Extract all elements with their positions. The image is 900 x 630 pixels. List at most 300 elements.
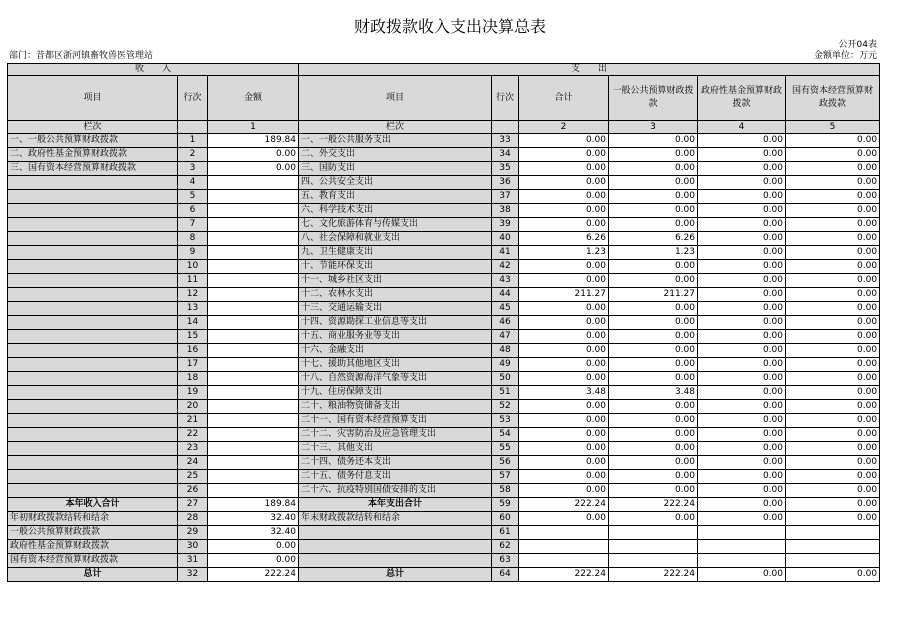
expense-item-cell: 十一、城乡社区支出 bbox=[299, 274, 492, 288]
state-capital-cell: 0.00 bbox=[786, 316, 880, 330]
expense-line-cell: 35 bbox=[492, 162, 519, 176]
table-row bbox=[8, 246, 880, 260]
expense-line-cell: 53 bbox=[492, 414, 519, 428]
income-item-cell bbox=[8, 484, 178, 498]
general-budget-cell: 0.00 bbox=[609, 400, 698, 414]
general-budget-cell: 0.00 bbox=[609, 204, 698, 218]
income-line-cell: 20 bbox=[178, 400, 208, 414]
table-row bbox=[8, 414, 880, 428]
income-item-cell bbox=[8, 456, 178, 470]
fund-budget-cell: 0.00 bbox=[698, 400, 786, 414]
expense-line-cell: 47 bbox=[492, 330, 519, 344]
income-item-cell bbox=[8, 344, 178, 358]
expense-item-cell: 总计 bbox=[299, 568, 492, 582]
income-item-cell bbox=[8, 288, 178, 302]
state-capital-header: 国有资本经营预算财政拨款 bbox=[786, 76, 880, 121]
expense-total-cell: 0.00 bbox=[519, 456, 609, 470]
income-amount-cell bbox=[208, 484, 299, 498]
expense-line-cell: 52 bbox=[492, 400, 519, 414]
expense-total-cell: 0.00 bbox=[519, 190, 609, 204]
expense-item-cell: 二十四、债务还本支出 bbox=[299, 456, 492, 470]
expense-item-cell: 二十一、国有资本经营预算支出 bbox=[299, 414, 492, 428]
fund-budget-cell: 0.00 bbox=[698, 134, 786, 148]
income-item-cell bbox=[8, 442, 178, 456]
fund-budget-cell: 0.00 bbox=[698, 246, 786, 260]
table-row bbox=[8, 386, 880, 400]
table-row bbox=[8, 190, 880, 204]
expense-item-cell: 九、卫生健康支出 bbox=[299, 246, 492, 260]
general-budget-cell: 0.00 bbox=[609, 442, 698, 456]
column-index-3: 3 bbox=[609, 121, 698, 134]
expense-total-cell: 0.00 bbox=[519, 372, 609, 386]
general-budget-cell: 0.00 bbox=[609, 316, 698, 330]
expense-total-cell: 0.00 bbox=[519, 400, 609, 414]
table-row bbox=[8, 162, 880, 176]
general-budget-cell bbox=[609, 540, 698, 554]
income-line-cell: 5 bbox=[178, 190, 208, 204]
income-item-cell bbox=[8, 176, 178, 190]
income-line-cell: 23 bbox=[178, 442, 208, 456]
table-row bbox=[8, 148, 880, 162]
expense-item-cell: 八、社会保障和就业支出 bbox=[299, 232, 492, 246]
expense-item-cell: 十八、自然资源海洋气象等支出 bbox=[299, 372, 492, 386]
income-item-header: 项目 bbox=[8, 76, 178, 121]
income-amount-cell bbox=[208, 330, 299, 344]
state-capital-cell: 0.00 bbox=[786, 470, 880, 484]
expense-total-cell bbox=[519, 554, 609, 568]
expense-total-cell: 0.00 bbox=[519, 204, 609, 218]
expense-item-cell: 一、一般公共服务支出 bbox=[299, 134, 492, 148]
expense-line-cell: 61 bbox=[492, 526, 519, 540]
table-row bbox=[8, 274, 880, 288]
income-amount-cell bbox=[208, 344, 299, 358]
state-capital-cell: 0.00 bbox=[786, 134, 880, 148]
income-amount-cell bbox=[208, 274, 299, 288]
table-row bbox=[8, 316, 880, 330]
table-row bbox=[8, 470, 880, 484]
state-capital-cell: 0.00 bbox=[786, 414, 880, 428]
income-line-cell: 3 bbox=[178, 162, 208, 176]
income-item-cell: 二、政府性基金预算财政拨款 bbox=[8, 148, 178, 162]
fund-budget-cell: 0.00 bbox=[698, 288, 786, 302]
table-row bbox=[8, 400, 880, 414]
expense-item-cell: 十六、金融支出 bbox=[299, 344, 492, 358]
expense-item-cell: 二十六、抗疫特别国债安排的支出 bbox=[299, 484, 492, 498]
expense-item-cell bbox=[299, 540, 492, 554]
fund-budget-cell: 0.00 bbox=[698, 386, 786, 400]
table-row bbox=[8, 442, 880, 456]
general-budget-cell: 3.48 bbox=[609, 386, 698, 400]
fund-budget-cell: 0.00 bbox=[698, 456, 786, 470]
expense-line-cell: 36 bbox=[492, 176, 519, 190]
state-capital-cell: 0.00 bbox=[786, 498, 880, 512]
income-item-cell: 本年收入合计 bbox=[8, 498, 178, 512]
expense-item-cell bbox=[299, 554, 492, 568]
income-group-header: 收 入 bbox=[8, 64, 299, 76]
general-budget-cell: 0.00 bbox=[609, 190, 698, 204]
expense-total-cell: 6.26 bbox=[519, 232, 609, 246]
income-item-cell bbox=[8, 428, 178, 442]
expense-line-cell: 57 bbox=[492, 470, 519, 484]
expense-item-cell: 五、教育支出 bbox=[299, 190, 492, 204]
income-amount-cell bbox=[208, 386, 299, 400]
fund-budget-cell: 0.00 bbox=[698, 442, 786, 456]
income-line-cell: 17 bbox=[178, 358, 208, 372]
income-line-cell: 7 bbox=[178, 218, 208, 232]
income-line-cell: 11 bbox=[178, 274, 208, 288]
department-label: 部门：昔都区浙河镇畜牧兽医管理站 bbox=[9, 51, 154, 61]
unit-label: 金额单位：万元 bbox=[813, 51, 877, 61]
fund-budget-cell: 0.00 bbox=[698, 274, 786, 288]
income-line-header: 行次 bbox=[178, 76, 208, 121]
expense-item-cell: 十五、商业服务业等支出 bbox=[299, 330, 492, 344]
expense-line-cell: 39 bbox=[492, 218, 519, 232]
general-budget-cell: 0.00 bbox=[609, 330, 698, 344]
table-row bbox=[8, 260, 880, 274]
income-line-cell: 30 bbox=[178, 540, 208, 554]
state-capital-cell: 0.00 bbox=[786, 190, 880, 204]
expense-line-cell: 63 bbox=[492, 554, 519, 568]
income-item-cell bbox=[8, 470, 178, 484]
fund-budget-cell: 0.00 bbox=[698, 232, 786, 246]
table-row bbox=[8, 330, 880, 344]
table-row bbox=[8, 288, 880, 302]
expense-total-cell: 0.00 bbox=[519, 344, 609, 358]
income-line-cell: 14 bbox=[178, 316, 208, 330]
expense-total-header: 合计 bbox=[519, 76, 609, 121]
expense-line-cell: 43 bbox=[492, 274, 519, 288]
expense-item-cell: 四、公共安全支出 bbox=[299, 176, 492, 190]
general-budget-cell bbox=[609, 554, 698, 568]
income-amount-cell: 0.00 bbox=[208, 540, 299, 554]
income-line-cell: 29 bbox=[178, 526, 208, 540]
income-line-cell: 9 bbox=[178, 246, 208, 260]
general-budget-cell: 0.00 bbox=[609, 372, 698, 386]
general-budget-cell: 0.00 bbox=[609, 512, 698, 526]
fund-budget-cell: 0.00 bbox=[698, 260, 786, 274]
table-row bbox=[8, 344, 880, 358]
column-index-4: 4 bbox=[698, 121, 786, 134]
expense-total-cell: 222.24 bbox=[519, 568, 609, 582]
state-capital-cell: 0.00 bbox=[786, 176, 880, 190]
expense-total-cell: 0.00 bbox=[519, 218, 609, 232]
expense-item-cell: 二、外交支出 bbox=[299, 148, 492, 162]
income-item-cell: 总计 bbox=[8, 568, 178, 582]
expense-total-cell: 222.24 bbox=[519, 498, 609, 512]
income-amount-cell: 0.00 bbox=[208, 162, 299, 176]
expense-line-cell: 51 bbox=[492, 386, 519, 400]
expense-item-cell bbox=[299, 526, 492, 540]
table-row bbox=[8, 218, 880, 232]
state-capital-cell: 0.00 bbox=[786, 288, 880, 302]
table-row bbox=[8, 498, 880, 512]
state-capital-cell: 0.00 bbox=[786, 358, 880, 372]
table-row bbox=[8, 568, 880, 582]
table-row bbox=[8, 302, 880, 316]
column-index-label-expense: 栏次 bbox=[299, 121, 492, 134]
table-row bbox=[8, 204, 880, 218]
general-budget-cell: 0.00 bbox=[609, 358, 698, 372]
income-line-cell: 21 bbox=[178, 414, 208, 428]
fund-budget-cell: 0.00 bbox=[698, 204, 786, 218]
state-capital-cell: 0.00 bbox=[786, 400, 880, 414]
income-item-cell bbox=[8, 330, 178, 344]
income-line-cell: 18 bbox=[178, 372, 208, 386]
expense-item-cell: 年末财政拨款结转和结余 bbox=[299, 512, 492, 526]
income-line-cell: 13 bbox=[178, 302, 208, 316]
expense-item-cell: 十九、住房保障支出 bbox=[299, 386, 492, 400]
expense-item-cell: 二十、粮油物资储备支出 bbox=[299, 400, 492, 414]
fund-budget-cell bbox=[698, 554, 786, 568]
expense-item-cell: 六、科学技术支出 bbox=[299, 204, 492, 218]
general-budget-cell: 0.00 bbox=[609, 218, 698, 232]
expense-line-cell: 44 bbox=[492, 288, 519, 302]
general-budget-cell: 0.00 bbox=[609, 302, 698, 316]
income-amount-cell bbox=[208, 400, 299, 414]
income-item-cell bbox=[8, 302, 178, 316]
general-budget-cell: 6.26 bbox=[609, 232, 698, 246]
fund-budget-cell: 0.00 bbox=[698, 316, 786, 330]
fund-budget-cell: 0.00 bbox=[698, 414, 786, 428]
general-budget-cell: 211.27 bbox=[609, 288, 698, 302]
column-index-label: 栏次 bbox=[8, 121, 178, 134]
fund-budget-cell: 0.00 bbox=[698, 148, 786, 162]
income-item-cell bbox=[8, 386, 178, 400]
income-item-cell bbox=[8, 316, 178, 330]
state-capital-cell: 0.00 bbox=[786, 204, 880, 218]
general-budget-cell: 222.24 bbox=[609, 568, 698, 582]
column-index-5: 5 bbox=[786, 121, 880, 134]
income-line-cell: 8 bbox=[178, 232, 208, 246]
table-row bbox=[8, 456, 880, 470]
fund-budget-cell bbox=[698, 540, 786, 554]
state-capital-cell: 0.00 bbox=[786, 344, 880, 358]
income-amount-cell: 32.40 bbox=[208, 512, 299, 526]
income-item-cell bbox=[8, 358, 178, 372]
expense-item-cell: 二十三、其他支出 bbox=[299, 442, 492, 456]
income-item-cell bbox=[8, 232, 178, 246]
fund-budget-cell: 0.00 bbox=[698, 428, 786, 442]
expense-line-cell: 49 bbox=[492, 358, 519, 372]
expense-total-cell bbox=[519, 526, 609, 540]
fund-budget-cell: 0.00 bbox=[698, 190, 786, 204]
state-capital-cell: 0.00 bbox=[786, 218, 880, 232]
expense-total-cell: 0.00 bbox=[519, 176, 609, 190]
fund-budget-cell: 0.00 bbox=[698, 162, 786, 176]
general-budget-cell: 0.00 bbox=[609, 484, 698, 498]
state-capital-cell: 0.00 bbox=[786, 386, 880, 400]
income-line-cell: 16 bbox=[178, 344, 208, 358]
general-budget-cell: 0.00 bbox=[609, 274, 698, 288]
general-budget-cell: 0.00 bbox=[609, 134, 698, 148]
income-item-cell: 三、国有资本经营预算财政拨款 bbox=[8, 162, 178, 176]
expense-total-cell: 0.00 bbox=[519, 414, 609, 428]
income-item-cell: 国有资本经营预算财政拨款 bbox=[8, 554, 178, 568]
state-capital-cell: 0.00 bbox=[786, 274, 880, 288]
expense-total-cell: 0.00 bbox=[519, 442, 609, 456]
general-budget-cell: 0.00 bbox=[609, 162, 698, 176]
income-line-cell: 22 bbox=[178, 428, 208, 442]
income-line-cell: 12 bbox=[178, 288, 208, 302]
income-amount-cell bbox=[208, 288, 299, 302]
expense-total-cell: 0.00 bbox=[519, 162, 609, 176]
column-index-blank bbox=[178, 121, 208, 134]
income-amount-cell bbox=[208, 204, 299, 218]
fund-budget-cell: 0.00 bbox=[698, 218, 786, 232]
expense-line-cell: 45 bbox=[492, 302, 519, 316]
income-line-cell: 24 bbox=[178, 456, 208, 470]
table-row bbox=[8, 540, 880, 554]
income-item-cell bbox=[8, 246, 178, 260]
table-row bbox=[8, 232, 880, 246]
expense-line-cell: 33 bbox=[492, 134, 519, 148]
expense-total-cell: 0.00 bbox=[519, 484, 609, 498]
expense-line-cell: 60 bbox=[492, 512, 519, 526]
income-amount-cell: 189.84 bbox=[208, 134, 299, 148]
income-amount-cell bbox=[208, 260, 299, 274]
income-line-cell: 6 bbox=[178, 204, 208, 218]
income-amount-cell: 0.00 bbox=[208, 148, 299, 162]
expense-item-cell: 二十二、灾害防治及应急管理支出 bbox=[299, 428, 492, 442]
expense-line-cell: 40 bbox=[492, 232, 519, 246]
fund-budget-cell: 0.00 bbox=[698, 344, 786, 358]
state-capital-cell bbox=[786, 540, 880, 554]
fund-budget-cell: 0.00 bbox=[698, 330, 786, 344]
general-budget-cell: 0.00 bbox=[609, 344, 698, 358]
income-line-cell: 31 bbox=[178, 554, 208, 568]
fund-budget-cell: 0.00 bbox=[698, 470, 786, 484]
report-title: 财政拨款收入支出决算总表 bbox=[353, 17, 546, 36]
state-capital-cell: 0.00 bbox=[786, 330, 880, 344]
income-amount-cell bbox=[208, 176, 299, 190]
table-row bbox=[8, 484, 880, 498]
income-amount-cell: 32.40 bbox=[208, 526, 299, 540]
expense-line-cell: 64 bbox=[492, 568, 519, 582]
expense-item-cell: 十、节能环保支出 bbox=[299, 260, 492, 274]
general-budget-cell: 0.00 bbox=[609, 414, 698, 428]
state-capital-cell: 0.00 bbox=[786, 162, 880, 176]
income-item-cell bbox=[8, 190, 178, 204]
table-row bbox=[8, 176, 880, 190]
expense-item-cell: 十四、资源勘探工业信息等支出 bbox=[299, 316, 492, 330]
state-capital-cell: 0.00 bbox=[786, 246, 880, 260]
expense-item-cell: 本年支出合计 bbox=[299, 498, 492, 512]
expense-total-cell: 0.00 bbox=[519, 274, 609, 288]
expense-line-cell: 54 bbox=[492, 428, 519, 442]
income-item-cell bbox=[8, 400, 178, 414]
general-budget-cell: 0.00 bbox=[609, 148, 698, 162]
fund-budget-cell: 0.00 bbox=[698, 358, 786, 372]
expense-line-cell: 34 bbox=[492, 148, 519, 162]
expense-item-cell: 七、文化旅游体育与传媒支出 bbox=[299, 218, 492, 232]
income-line-cell: 1 bbox=[178, 134, 208, 148]
income-amount-cell bbox=[208, 190, 299, 204]
general-budget-cell: 0.00 bbox=[609, 456, 698, 470]
column-index-2: 2 bbox=[519, 121, 609, 134]
state-capital-cell: 0.00 bbox=[786, 302, 880, 316]
fiscal-summary-table bbox=[7, 63, 880, 582]
expense-line-cell: 38 bbox=[492, 204, 519, 218]
income-amount-cell bbox=[208, 246, 299, 260]
income-amount-cell bbox=[208, 218, 299, 232]
table-row bbox=[8, 526, 880, 540]
income-line-cell: 32 bbox=[178, 568, 208, 582]
expense-total-cell: 1.23 bbox=[519, 246, 609, 260]
expense-total-cell: 0.00 bbox=[519, 470, 609, 484]
expense-line-cell: 41 bbox=[492, 246, 519, 260]
expense-total-cell: 0.00 bbox=[519, 512, 609, 526]
state-capital-cell bbox=[786, 554, 880, 568]
income-amount-cell bbox=[208, 316, 299, 330]
income-item-cell bbox=[8, 218, 178, 232]
expense-total-cell bbox=[519, 540, 609, 554]
column-index-1: 1 bbox=[208, 121, 299, 134]
table-row bbox=[8, 372, 880, 386]
state-capital-cell bbox=[786, 526, 880, 540]
expense-total-cell: 0.00 bbox=[519, 316, 609, 330]
expense-line-cell: 42 bbox=[492, 260, 519, 274]
expense-item-cell: 三、国防支出 bbox=[299, 162, 492, 176]
income-amount-cell bbox=[208, 358, 299, 372]
general-budget-cell: 0.00 bbox=[609, 470, 698, 484]
fund-budget-cell: 0.00 bbox=[698, 484, 786, 498]
general-budget-header: 一般公共预算财政拨款 bbox=[609, 76, 698, 121]
expense-item-cell: 十七、援助其他地区支出 bbox=[299, 358, 492, 372]
income-item-cell bbox=[8, 204, 178, 218]
income-item-cell bbox=[8, 372, 178, 386]
fund-budget-header: 政府性基金预算财政拨款 bbox=[698, 76, 786, 121]
income-amount-cell: 0.00 bbox=[208, 554, 299, 568]
column-index-blank bbox=[492, 121, 519, 134]
income-amount-cell bbox=[208, 470, 299, 484]
table-row bbox=[8, 428, 880, 442]
expense-group-header: 支 出 bbox=[299, 64, 880, 76]
income-item-cell: 年初财政拨款结转和结余 bbox=[8, 512, 178, 526]
income-line-cell: 26 bbox=[178, 484, 208, 498]
state-capital-cell: 0.00 bbox=[786, 484, 880, 498]
income-line-cell: 25 bbox=[178, 470, 208, 484]
expense-item-cell: 十三、交通运输支出 bbox=[299, 302, 492, 316]
income-amount-cell bbox=[208, 428, 299, 442]
state-capital-cell: 0.00 bbox=[786, 442, 880, 456]
expense-total-cell: 0.00 bbox=[519, 302, 609, 316]
expense-line-header: 行次 bbox=[492, 76, 519, 121]
fund-budget-cell: 0.00 bbox=[698, 568, 786, 582]
expense-total-cell: 0.00 bbox=[519, 148, 609, 162]
income-amount-cell bbox=[208, 442, 299, 456]
income-amount-cell bbox=[208, 372, 299, 386]
table-row bbox=[8, 134, 880, 148]
general-budget-cell bbox=[609, 526, 698, 540]
expense-total-cell: 0.00 bbox=[519, 134, 609, 148]
expense-item-cell: 二十五、债务付息支出 bbox=[299, 470, 492, 484]
expense-total-cell: 0.00 bbox=[519, 358, 609, 372]
expense-total-cell: 0.00 bbox=[519, 260, 609, 274]
fund-budget-cell: 0.00 bbox=[698, 176, 786, 190]
expense-line-cell: 56 bbox=[492, 456, 519, 470]
expense-total-cell: 211.27 bbox=[519, 288, 609, 302]
fund-budget-cell: 0.00 bbox=[698, 512, 786, 526]
expense-item-cell: 十二、农林水支出 bbox=[299, 288, 492, 302]
income-amount-cell bbox=[208, 456, 299, 470]
expense-total-cell: 0.00 bbox=[519, 330, 609, 344]
general-budget-cell: 222.24 bbox=[609, 498, 698, 512]
income-amount-cell: 189.84 bbox=[208, 498, 299, 512]
income-item-cell bbox=[8, 274, 178, 288]
general-budget-cell: 0.00 bbox=[609, 260, 698, 274]
state-capital-cell: 0.00 bbox=[786, 456, 880, 470]
table-row bbox=[8, 358, 880, 372]
